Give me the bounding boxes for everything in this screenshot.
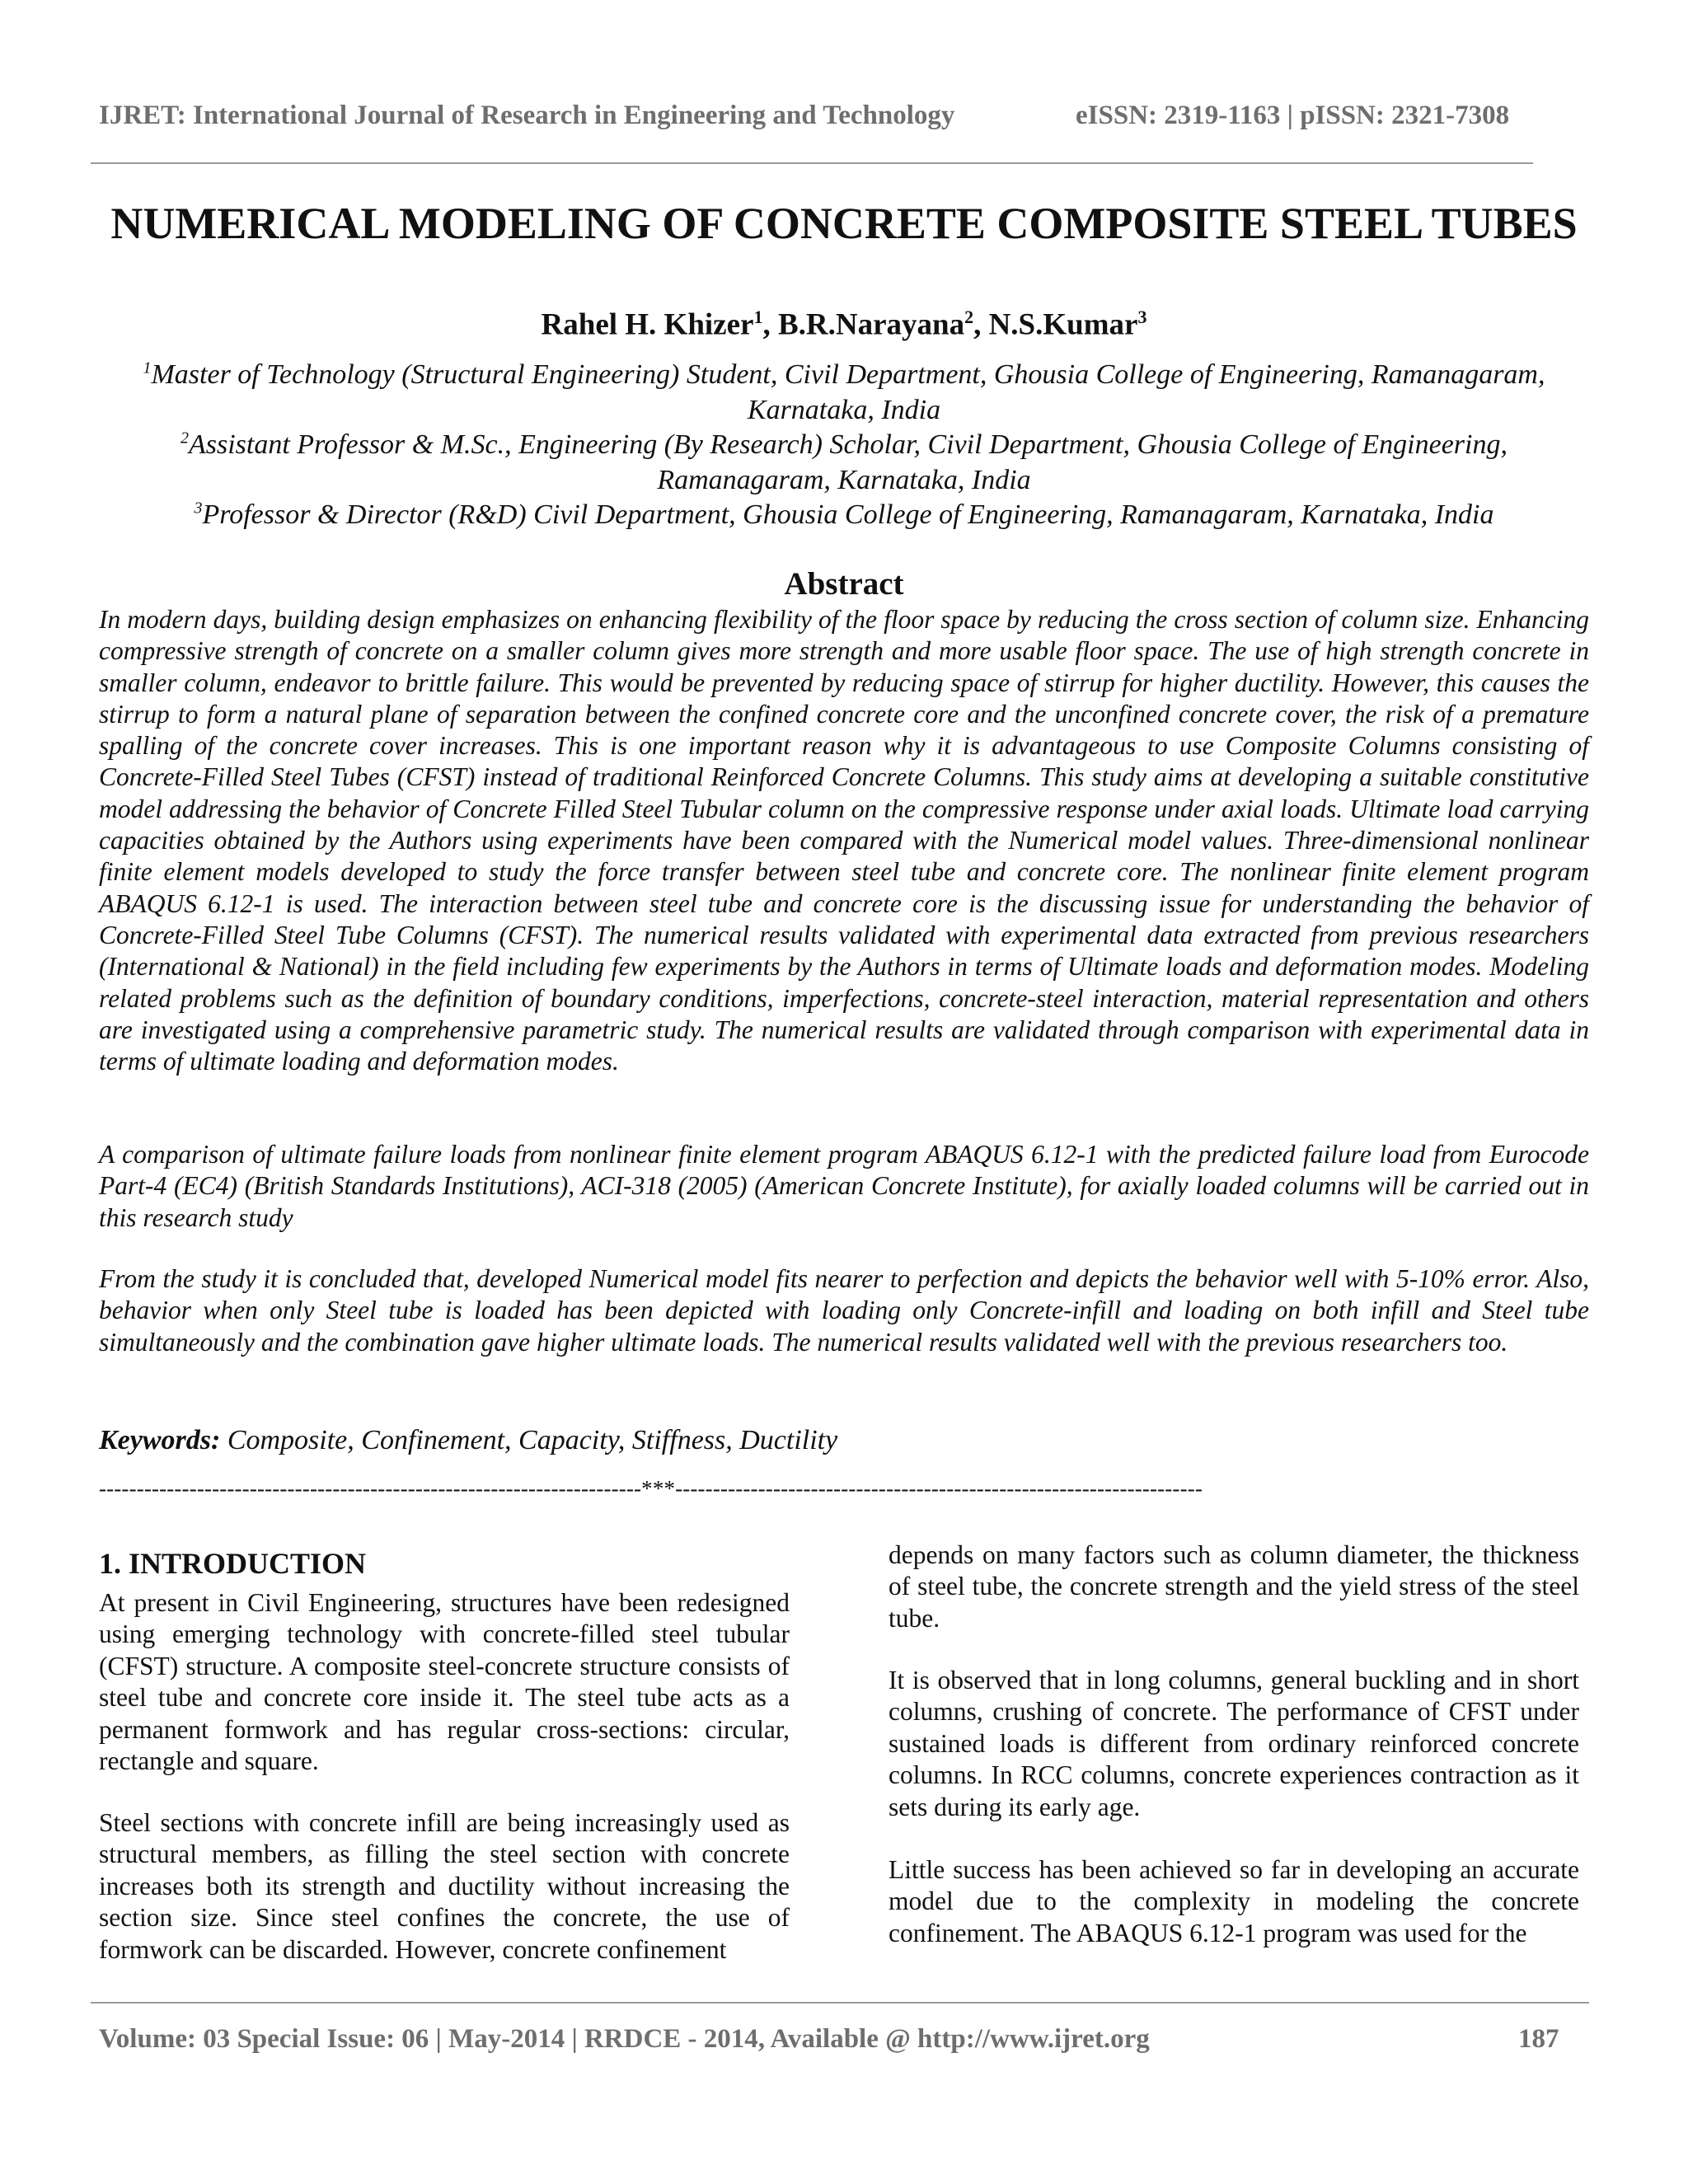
affiliation-text: Assistant Professor & M.Sc., Engineering (By Research) Scholar, Civil Department, Ghousia College of Engineering, Ramanagaram, Karnataka, India: [189, 429, 1507, 495]
paper-title: NUMERICAL MODELING OF CONCRETE COMPOSITE STEEL TUBES: [110, 199, 1578, 248]
issn-info: eISSN: 2319-1163 | pISSN: 2321-7308: [1076, 101, 1510, 130]
abstract-paragraph: A comparison of ultimate failure loads from nonlinear finite element program ABAQUS 6.12-1 with the predicted failure load from Eurocode Part-4 (EC4) (British Standards Institutions), ACI-318 (2005) (American Concrete Institute), for axially loaded columns will be carried out in this research study: [99, 1140, 1589, 1232]
keywords-text: Composite, Confinement, Capacity, Stiffness, Ductility: [220, 1425, 838, 1455]
footer-rule: [91, 2002, 1589, 2004]
author-line: [0, 307, 1688, 342]
abstract-paragraph: In modern days, building design emphasizes on enhancing flexibility of the floor space by reducing the cross section of column size. Enhancing compressive strength of concrete on a smaller column gives more strength and more usable floor space. The use of high strength concrete in smaller column, endeavor to brittle failure. This would be prevented by reducing space of stirrup for higher ductility. However, this causes the stirrup to form a natural plane of separation between the confined concrete core and the unconfined concrete cover, the risk of a premature spalling of the concrete cover increases. This is one important reason why it is advantageous to use Composite Columns consisting of Concrete-Filled Steel Tubes (CFST) instead of traditional Reinforced Concrete Columns. This study aims at developing a suitable constitutive model addressing the behavior of Concrete Filled Steel Tubular column on the compressive response under axial loads. Ultimate load carrying capacities obtained by the Authors using experiments have been compared with the Numerical model values. Three-dimensional nonlinear finite element models developed to study the force transfer between steel tube and concrete core. The nonlinear finite element program ABAQUS 6.12-1 is used. The interaction between steel tube and concrete core is the discussing issue for understanding the behavior of Concrete-Filled Steel Tube Columns (CFST). The numerical results validated with experimental data extracted from previous researchers (International & National) in the field including few experiments by the Authors in terms of Ultimate loads and deformation modes. Modeling related problems such as the definition of boundary conditions, imperfections, concrete-steel interaction, material representation and others are investigated using a comprehensive parametric study. The numerical results are validated through comparison with experimental data in terms of ultimate loading and deformation modes.: [99, 605, 1589, 1076]
affiliation-sup: 2: [181, 429, 189, 448]
keywords-line: [99, 1425, 837, 1456]
author-sup: 3: [1137, 307, 1147, 327]
author-name: B.R.Narayana: [777, 307, 965, 342]
keywords-label: Keywords:: [99, 1425, 221, 1455]
body-paragraph: Little success has been achieved so far in developing an accurate model due to the complexity in modeling the concrete confinement. The ABAQUS 6.12-1 program was used for the: [889, 1855, 1579, 1947]
author-name: N.S.Kumar: [988, 307, 1138, 342]
author-name: Rahel H. Khizer: [541, 307, 754, 342]
footer-volume: Volume: 03 Special Issue: 06 | May-2014 | RRDCE - 2014, Available @ http://www.ijret.org: [99, 2024, 1150, 2054]
affiliation-sup: 3: [194, 499, 203, 518]
page-number: 187: [1518, 2024, 1559, 2054]
author-separator: ,: [762, 307, 778, 342]
body-paragraph: depends on many factors such as column diameter, the thickness of steel tube, the concrete strength and the yield stress of the steel tube.: [889, 1540, 1579, 1633]
journal-name: IJRET: International Journal of Research in Engineering and Technology: [99, 101, 955, 130]
affiliation-sup: 1: [143, 359, 152, 377]
affiliation-item: [99, 428, 1589, 498]
affiliation-item: [99, 358, 1589, 428]
author-sup: 1: [753, 307, 763, 327]
body-paragraph: At present in Civil Engineering, structures have been redesigned using emerging technology with concrete-filled steel tubular (CFST) structure. A composite steel-concrete structure consists of steel tube and concrete core inside it. The steel tube acts as a permanent formwork and has regular cross-sections: circular, rectangle and square.: [99, 1588, 790, 1776]
affiliation-text: Master of Technology (Structural Engineering) Student, Civil Department, Ghousia College of Engineering, Ramanagaram, Karnataka, India: [151, 359, 1545, 425]
body-paragraph: It is observed that in long columns, general buckling and in short columns, crushing of concrete. The performance of CFST under sustained loads is different from ordinary reinforced concrete columns. In RCC columns, concrete experiences contraction as it sets during its early age.: [889, 1666, 1579, 1821]
author-separator: ,: [973, 307, 989, 342]
affiliations: [99, 358, 1589, 533]
author-sup: 2: [964, 307, 974, 327]
header-rule: [91, 162, 1533, 164]
body-paragraph: Steel sections with concrete infill are being increasingly used as structural members, as filling the steel section with concrete increases both its strength and ductility without increasing the section size. Since steel confines the concrete, the use of formwork can be discarded. However, concrete confinement: [99, 1808, 790, 1964]
affiliation-item: [99, 498, 1589, 533]
affiliation-text: Professor & Director (R&D) Civil Department, Ghousia College of Engineering, Ramanagaram, Karnataka, India: [202, 499, 1494, 530]
section-heading: 1. INTRODUCTION: [99, 1547, 367, 1580]
abstract-paragraph: From the study it is concluded that, developed Numerical model fits nearer to perfection and depicts the behavior well with 5-10% error. Also, behavior when only Steel tube is loaded has been depicted with loading only Concrete-infill and loading on both infill and Steel tube simultaneously and the combination gave higher ultimate loads. The numerical results validated well with the previous researchers too.: [99, 1264, 1589, 1357]
abstract-heading: Abstract: [784, 566, 904, 602]
section-divider: ------------------------------------------------------------------------***----------------------------------------------------------------------: [99, 1476, 1203, 1501]
